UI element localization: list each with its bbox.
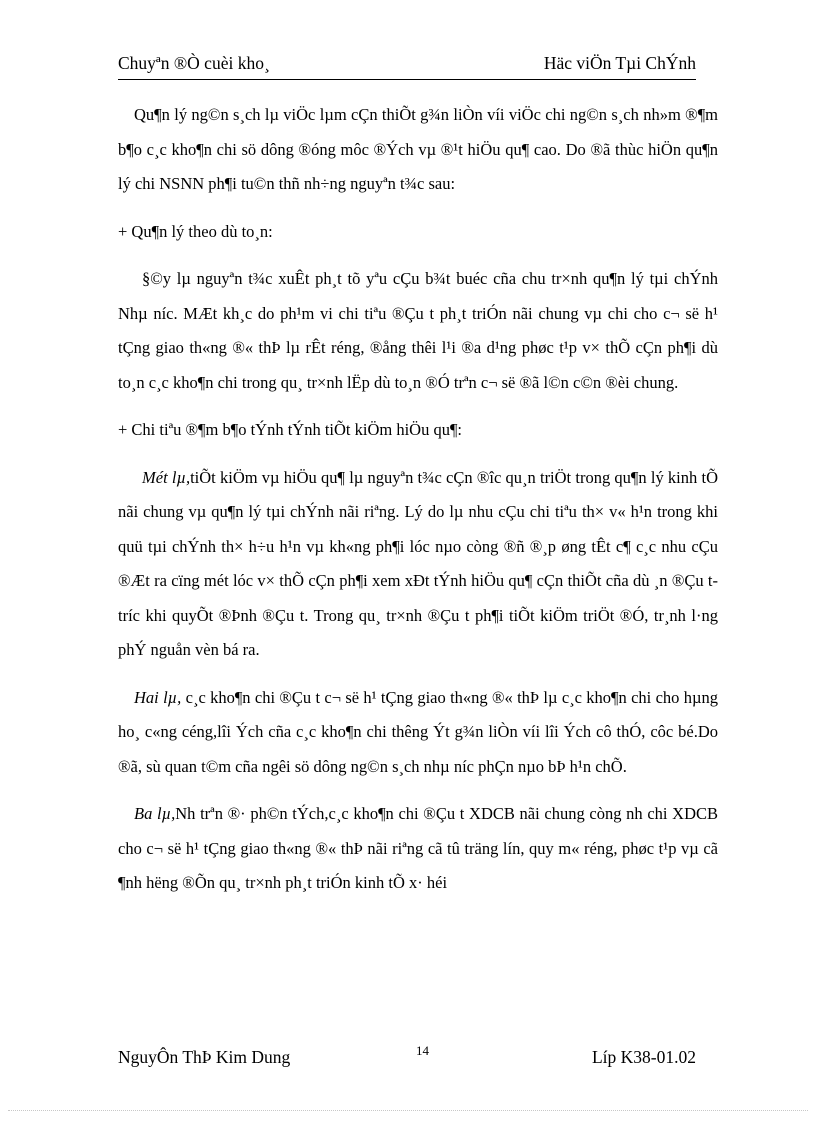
paragraph-lead: Ba lµ, [134, 804, 176, 823]
footer-class: Líp K38-01.02 [591, 1047, 696, 1067]
page-footer [118, 1043, 696, 1077]
bullet-heading: + Qu¶n lý theo dù to¸n: [118, 221, 273, 241]
paragraph-lead: Hai lµ, [134, 687, 182, 707]
document-body [118, 98, 718, 914]
paragraph-text: Nh trªn ®· ph©n tÝch,c¸c kho¶n chi ®Çu t XDCB nãi chung còng nh chi XDCB cho c¬ së h¹ tÇng giao th«ng ®« thÞ nãi riªng cã tû träng lín, quy m« réng, phøc t¹p vµ cã ¶nh hëng ®Õn qu¸ tr×nh ph¸t triÓn kinh tÕ x· héi [118, 804, 718, 892]
page-bottom-divider [8, 1110, 808, 1111]
paragraph-lead: Mét lµ, [142, 467, 191, 487]
header-right: Häc viÖn Tµi ChÝnh [543, 53, 696, 73]
paragraph: Qu¶n lý ng©n s¸ch lµ viÖc lµm cÇn thiÕt g¾n liÒn víi viÖc chi ng©n s¸ch nh»m ®¶m b¶o c¸c kho¶n chi sö dông ®óng môc ®Ých vµ ®¹t hiÖu qu¶ cao. Do ®ã thùc hiÖn qu¶n lý chi NSNN ph¶i tu©n thñ nh÷ng nguyªn t¾c sau: [118, 105, 718, 193]
paragraph [118, 797, 718, 901]
page-header [118, 53, 696, 80]
bullet-heading: + Chi tiªu ®¶m b¶o tÝnh tÝnh tiÕt kiÖm hiÖu qu¶: [118, 420, 463, 439]
paragraph-text: tiÕt kiÖm vµ hiÖu qu¶ lµ nguyªn t¾c cÇn ®îc qu¸n triÖt trong qu¶n lý kinh tÕ nãi chung vµ qu¶n lý tµi chÝnh nãi riªng. Lý do lµ nhu cÇu chi tiªu th× v« h¹n trong khi quü tµi chÝnh th× h÷u h¹n vµ kh«ng ph¶i lóc nµo còng ®ñ ®¸p øng tÊt c¶ c¸c nhu cÇu ®Æt ra cïng mét lóc v× thÕ cÇn ph¶i xem xÐt tÝnh hiÖu qu¶ cÇn thiÕt cña dù ¸n ®Çu t tríc khi quyÕt ®Þnh ®Çu t. Trong qu¸ tr×nh ®Çu t ph¶i tiÕt kiÖm triÖt ®Ó, tr¸nh l·ng phÝ nguån vèn bá ra. [118, 467, 718, 659]
footer-author: NguyÔn ThÞ Kim Dung [118, 1047, 291, 1067]
paragraph: §©y lµ nguyªn t¾c xuÊt ph¸t tõ yªu cÇu b¾t buéc cña chu tr×nh qu¶n lý tµi chÝnh Nhµ níc. MÆt kh¸c do ph¹m vi chi tiªu ®Çu t ph¸t triÓn nãi chung vµ chi cho c¬ së h¹ tÇng giao th«ng ®« thÞ lµ rÊt réng, ®ång thêi l¹i ®a d¹ng phøc t¹p v× thÕ cÇn ph¶i dù to¸n c¸c kho¶n chi trong qu¸ tr×nh lËp dù to¸n ®Ó trªn c¬ së ®ã l©n c©n ®èi chung. [118, 269, 718, 392]
paragraph [118, 681, 718, 785]
header-left: Chuyªn ®Ò cuèi kho¸ [118, 53, 270, 73]
paragraph [118, 461, 718, 668]
paragraph-text: c¸c kho¶n chi ®Çu t c¬ së h¹ tÇng giao th«ng ®« thÞ lµ c¸c kho¶n chi cho hµng ho¸ c«ng céng,lîi Ých cña c¸c kho¶n chi thêng Ýt g¾n liÒn víi lîi Ých cô thÓ, côc bé.Do ®ã, sù quan t©m cña ngêi sö dông ng©n s¸ch nhµ níc phÇn nµo bÞ h¹n chÕ. [118, 687, 718, 776]
page-number: 14 [416, 1043, 429, 1058]
